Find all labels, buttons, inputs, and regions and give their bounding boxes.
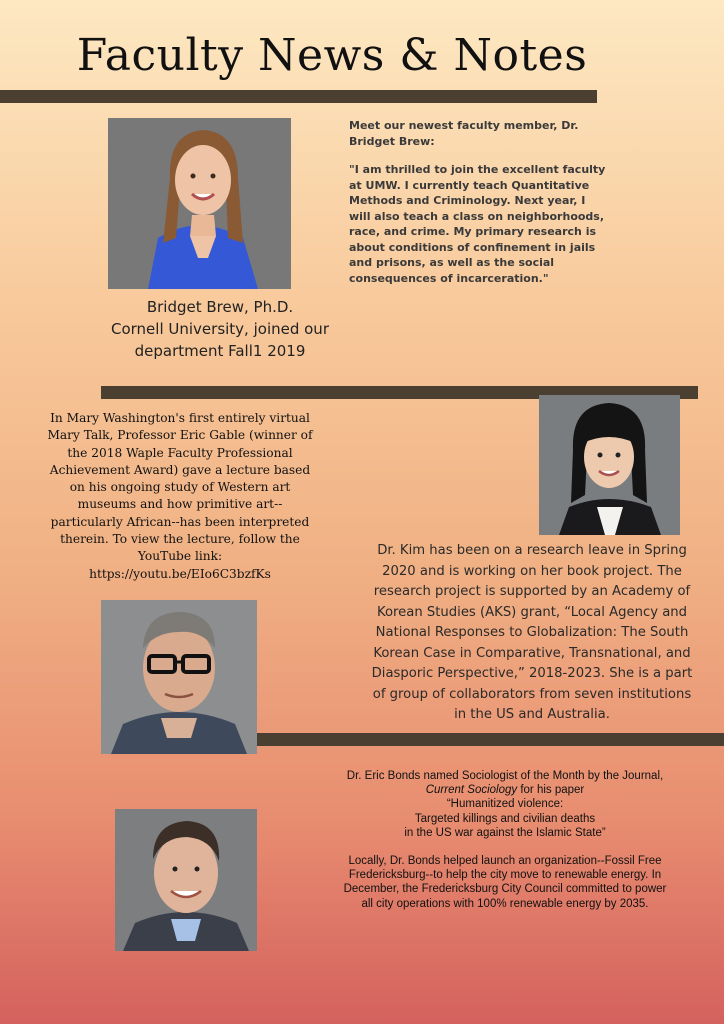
kim-line: 2020 and is working on her book project. The bbox=[382, 563, 682, 579]
paper-title-line: Targeted killings and civilian deaths bbox=[414, 812, 596, 825]
paper-title-line: “Humanitized violence: bbox=[446, 798, 564, 811]
gable-line: museums and how primitive art-- bbox=[77, 497, 283, 512]
bonds-local-line: all city operations with 100% renewable energy by 2035. bbox=[361, 897, 649, 910]
kim-line: National Responses to Globalization: The South bbox=[375, 625, 689, 640]
page-title: Faculty News & Notes bbox=[76, 30, 588, 81]
gable-line: In Mary Washington's first entirely virtual bbox=[50, 411, 310, 425]
kim-line: Korean Case in Comparative, Transnational, and bbox=[373, 645, 691, 661]
brew-quote-line: at UMW. I currently teach Quantitative bbox=[349, 178, 590, 192]
brew-intro-line: Meet our newest faculty member, Dr. bbox=[349, 119, 579, 132]
kim-line: of group of collaborators from seven institutions bbox=[372, 686, 692, 702]
eric-gable-photo bbox=[101, 600, 257, 754]
bonds-local-line: December, the Fredericksburg City Council committed to power bbox=[343, 883, 667, 896]
brew-quote-line: about conditions of confinement in jails bbox=[349, 240, 596, 254]
bonds-line bbox=[300, 783, 710, 797]
bonds-line: Dr. Eric Bonds named Sociologist of the Month by the Journal, bbox=[346, 770, 664, 782]
bridget-brew-photo bbox=[108, 118, 291, 289]
kim-article bbox=[362, 541, 702, 726]
kim-line: in the US and Australia. bbox=[454, 707, 610, 722]
brew-intro bbox=[349, 118, 609, 286]
brew-quote-line: will also teach a class on neighborhoods, bbox=[349, 209, 605, 223]
dr-kim-photo bbox=[539, 395, 680, 535]
bonds-local-line: Fredericksburg--to help the city move to renewable energy. In bbox=[348, 869, 662, 882]
brew-intro-line: Bridget Brew: bbox=[349, 134, 435, 148]
brew-caption-line: Bridget Brew, Ph.D. bbox=[146, 298, 294, 316]
gable-line: the 2018 Waple Faculty Professional bbox=[67, 445, 293, 460]
brew-caption bbox=[90, 296, 350, 362]
gable-line: on his ongoing study of Western art bbox=[69, 480, 291, 495]
kim-line: Dr. Kim has been on a research leave in Spring bbox=[377, 543, 687, 558]
divider-bar-lower bbox=[257, 733, 724, 746]
brew-quote-line: and prisons, as well as the social bbox=[349, 256, 555, 269]
brew-caption-line: Cornell University, joined our bbox=[111, 320, 329, 338]
kim-line: research project is supported by an Academy of bbox=[373, 584, 691, 599]
brew-quote-line: Methods and Criminology. Next year, I bbox=[349, 194, 586, 207]
gable-line: Mary Talk, Professor Eric Gable (winner of bbox=[47, 428, 313, 443]
gable-line: YouTube link: bbox=[137, 549, 223, 564]
gable-line: particularly African--has been interpreted bbox=[50, 514, 310, 529]
gable-article bbox=[20, 410, 340, 583]
brew-quote-line: race, and crime. My primary research is bbox=[349, 225, 597, 238]
gable-line: therein. To view the lecture, follow the bbox=[60, 532, 300, 547]
journal-title: Current Sociology bbox=[425, 784, 518, 797]
divider-bar-top bbox=[0, 90, 597, 103]
gable-line: Achievement Award) gave a lecture based bbox=[49, 462, 311, 477]
brew-caption-line: department Fall1 2019 bbox=[134, 342, 306, 360]
paper-title-line: in the US war against the Islamic State” bbox=[404, 826, 606, 839]
bonds-line-rest: for his paper bbox=[517, 784, 585, 797]
bonds-article bbox=[300, 769, 710, 911]
brew-quote-line: "I am thrilled to join the excellent faculty bbox=[349, 163, 606, 176]
youtube-link[interactable]: https://youtu.be/EIo6C3bzfKs bbox=[89, 566, 271, 581]
kim-line: Diasporic Perspective,” 2018-2023. She is a part bbox=[371, 666, 693, 681]
brew-quote-line: consequences of incarceration." bbox=[349, 271, 549, 285]
bonds-local-line: Locally, Dr. Bonds helped launch an organization--Fossil Free bbox=[348, 855, 662, 868]
kim-line: Korean Studies (AKS) grant, “Local Agency and bbox=[376, 604, 688, 620]
eric-bonds-photo bbox=[115, 809, 257, 951]
